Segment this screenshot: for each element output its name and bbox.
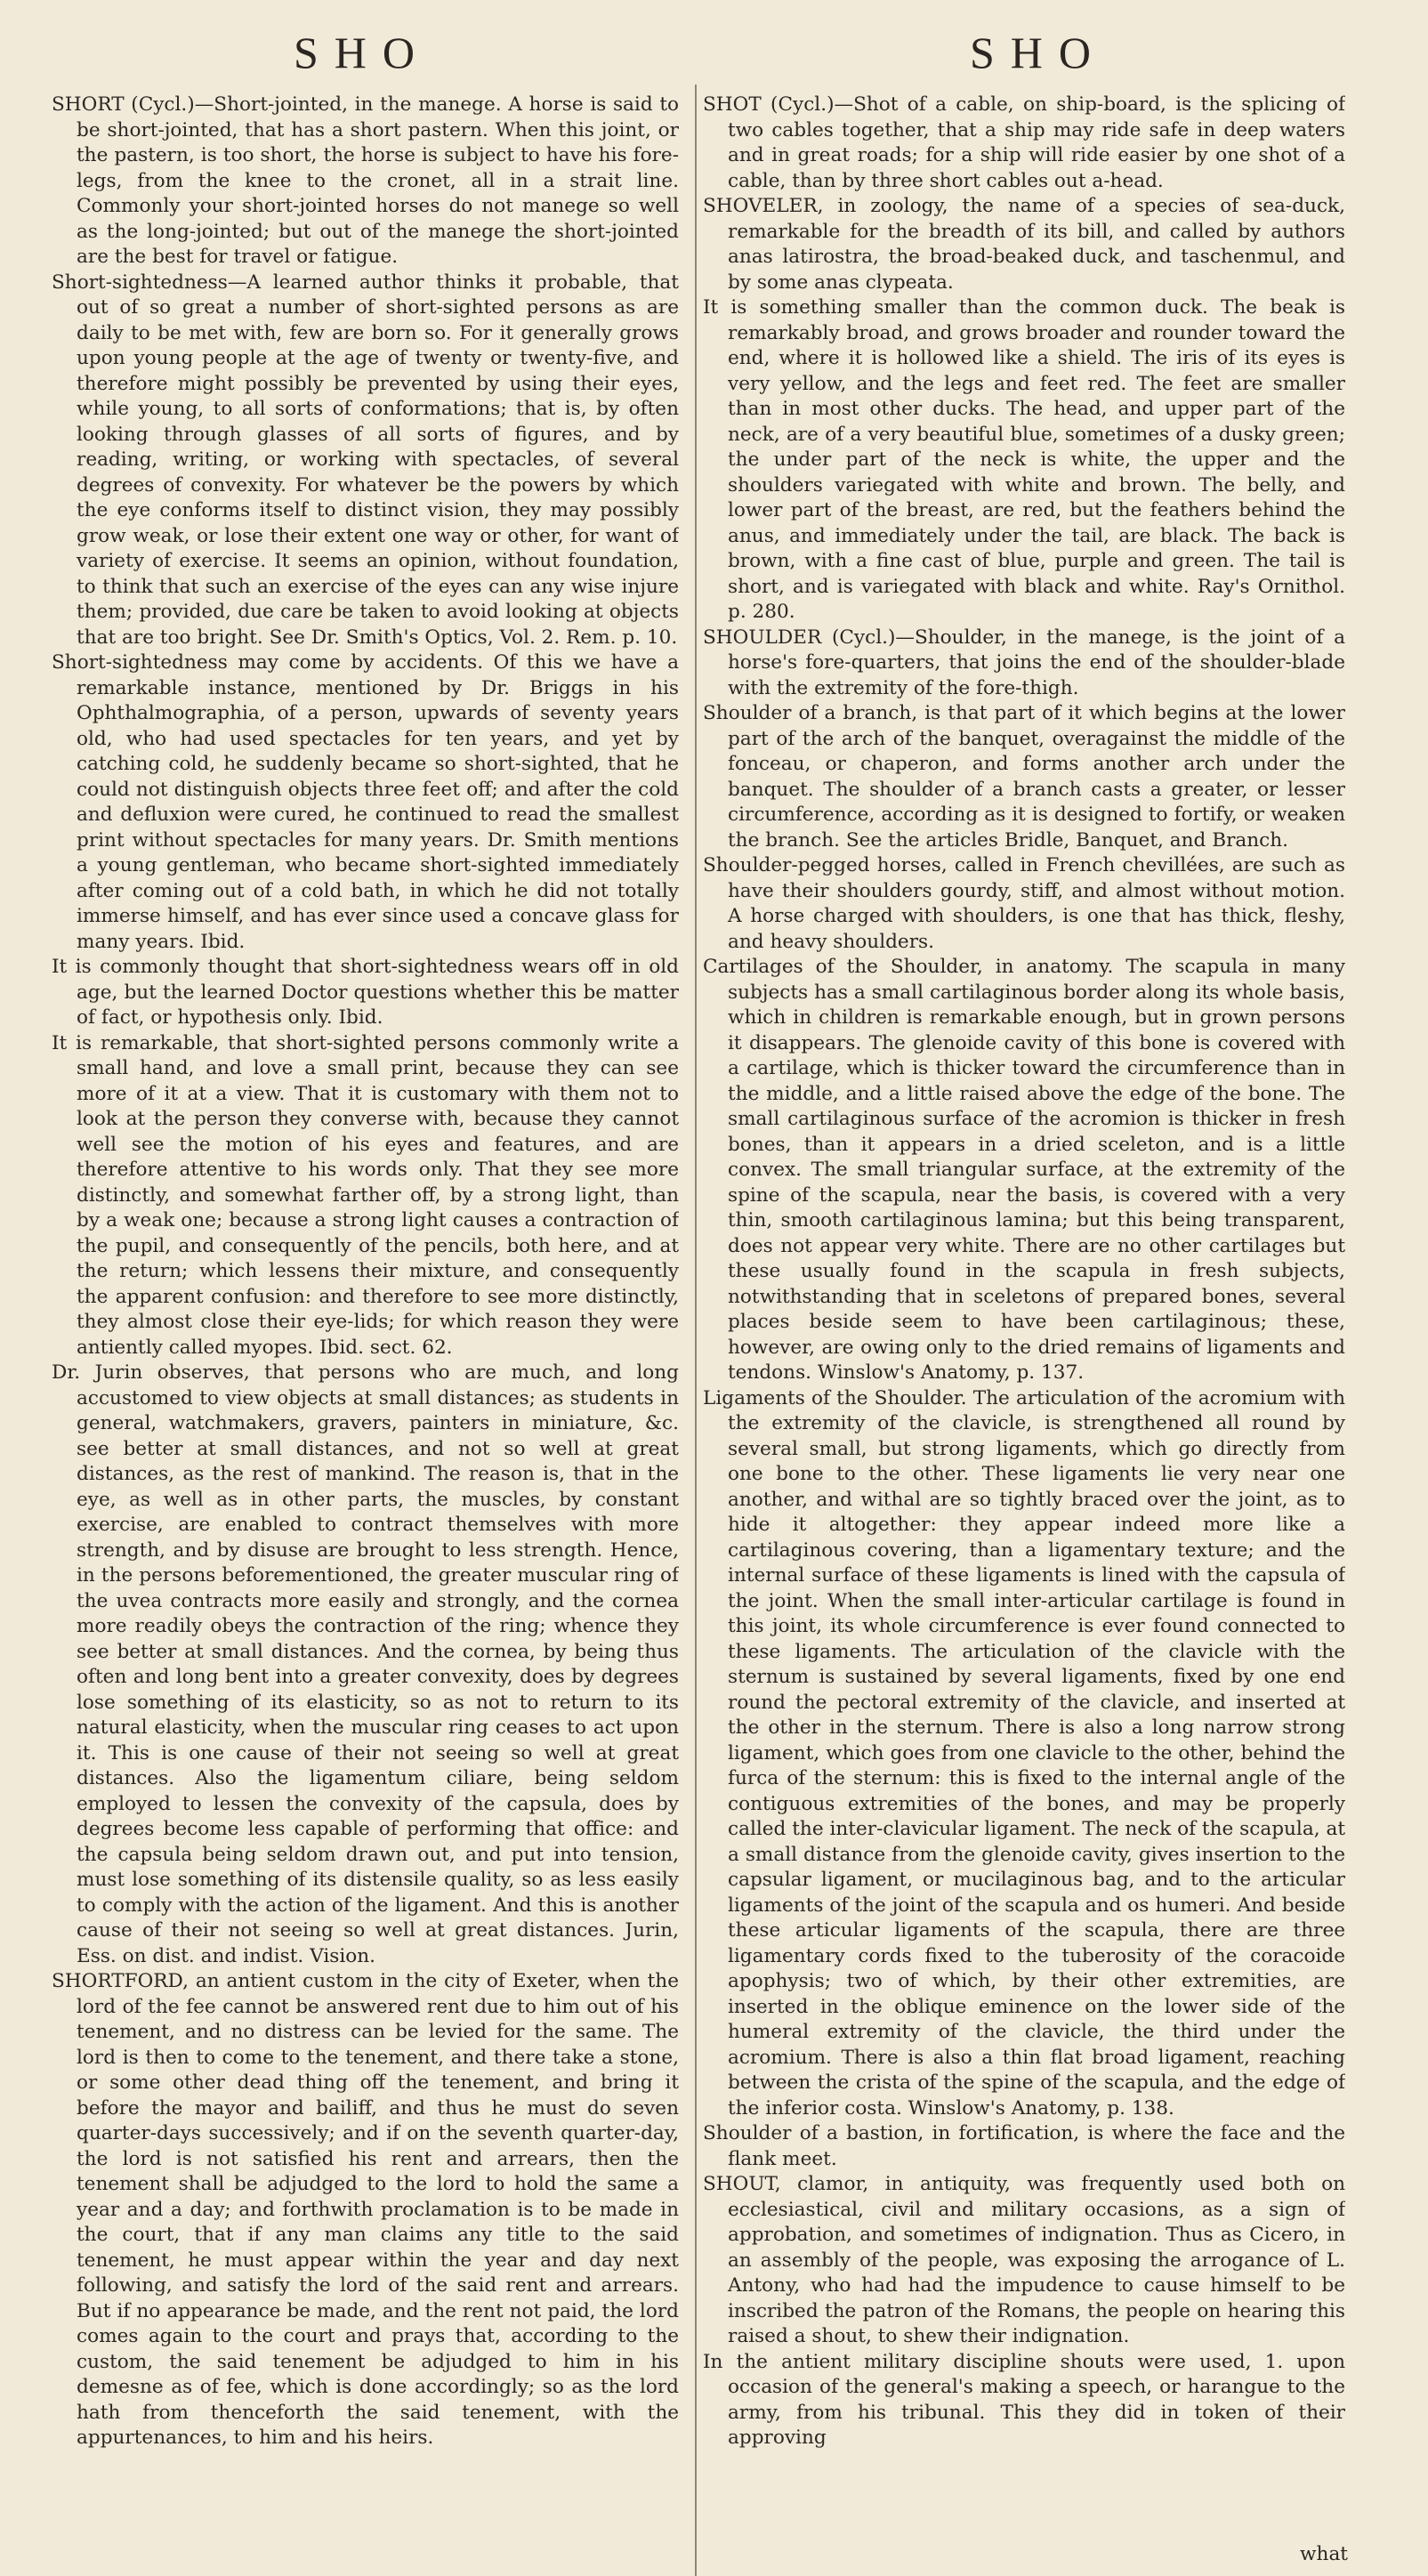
paragraph-short-sightedness-old-age: It is commonly thought that short-sightedness wears off in old age, but the learned Doctor questions whether this be matter of fact, or hypothesis only. Ibid. (52, 956, 679, 1029)
paragraph-shout-military: In the antient military discipline shouts were used, 1. upon occasion of the general's making a speech, or harangue to the army, from his tribunal. This they did in token of their approving (703, 2350, 1345, 2449)
column-divider (695, 85, 697, 2576)
paragraph-shoveler-description: It is something smaller than the common duck. The beak is remarkably broad, and grows broader and rounder toward the end, where it is hollowed like a shield. The iris of its eyes is very yellow, and the legs and feet red. The feet are smaller than in most other ducks. The head, and upper part of the neck, are of a very beautiful blue, sometimes of a dusky green; the under part of the neck is white, the upper and the shoulders variegated with white and brown. The belly, and lower part of the breast, are red, but the feathers behind the anus, and immediately under the tail, are black. The back is brown, with a fine cast of blue, purple and green. The tail is short, and is variegated with black and white. Ray's Ornithol. p. 280. (703, 296, 1345, 623)
running-head-right: SHO (970, 28, 1108, 77)
entry-shot: SHOT (Cycl.)—Shot of a cable, on ship-board, is the splicing of two cables together, that a ship may ride safe in deep waters and in great roads; for a ship will ride easier by one shot of a cable, than by three short cables out a-head. (703, 93, 1345, 192)
paragraph-short-sighted-writing: It is remarkable, that short-sighted persons commonly write a small hand, and love a small print, because they can see more of it at a view. That it is customary with them not to look at the person they converse with, because they cannot well see the motion of his eyes and features, and are therefore attentive to his words only. That they see more distinctly, and somewhat farther off, by a strong light, than by a weak one; because a strong light causes a contraction of the pupil, and consequently of the pencils, both here, and at the return; which lessens their mixture, and consequently the apparent confusion: and therefore to see more distinctly, they almost close their eye-lids; for which reason they were antiently called myopes. Ibid. sect. 62. (52, 1031, 679, 1359)
paragraph-short-sightedness-accidents: Short-sightedness may come by accidents. Of this we have a remarkable instance, mentioned by Dr. Briggs in his Ophthalmographia, of a person, upwards of seventy years old, who had used spectacles for ten years, and yet by catching cold, he suddenly became so short-sighted, that he could not distinguish objects three feet off; and after the cold and defluxion were cured, he continued to read the smallest print without spectacles for many years. Dr. Smith mentions a young gentleman, who became short-sighted immediately after coming out of a cold bath, in which he did not totally immerse himself, and has ever since used a concave glass for many years. Ibid. (52, 651, 679, 953)
paragraph-dr-jurin: Dr. Jurin observes, that persons who are much, and long accustomed to view objects at small distances; as students in general, watchmakers, gravers, painters in miniature, &c. see better at small distances, and not so well at great distances, as the rest of mankind. The reason is, that in the eye, as well as in other parts, the muscles, by constant exercise, are enabled to contract themselves with more strength, and by disuse are brought to less strength. Hence, in the persons beforementioned, the greater muscular ring of the uvea contracts more easily and strongly, and the cornea more readily obeys the contraction of the ring; whence they see better at small distances. And the cornea, by being thus often and long bent into a greater convexity, does by degrees lose something of its elasticity, so as not to return to its natural elasticity, when the muscular ring ceases to act upon it. This is one cause of their not seeing so well at great distances. Also the ligamentum ciliare, being seldom employed to lessen the convexity of the capsula, does by degrees become less capable of performing that office: and the capsula being seldom drawn out, and put into tension, must lose something of its distensile quality, so as less easily to comply with the action of the ligament. And this is another cause of their not seeing so well at great distances. Jurin, Ess. on dist. and indist. Vision. (52, 1361, 679, 1967)
entry-shoulder-of-a-branch: Shoulder of a branch, is that part of it which begins at the lower part of the arch of the banquet, overagainst the middle of the fonceau, or chaperon, and forms another arch under the banquet. The shoulder of a branch casts a greater, or lesser circumference, according as it is designed to fortify, or weaken the branch. See the articles Bridle, Banquet, and Branch. (703, 702, 1345, 852)
right-column (703, 93, 1345, 2566)
entry-shoveler: SHOVELER, in zoology, the name of a species of sea-duck, remarkable for the breadth of its bill, and called by authors anas latirostra, the broad-beaked duck, and taschenmul, and by some anas clypeata. (703, 195, 1345, 294)
entry-shout: SHOUT, clamor, in antiquity, was frequently used both on ecclesiastical, civil and military occasions, as a sign of approbation, and sometimes of indignation. Thus as Cicero, in an assembly of the people, was exposing the arrogance of L. Antony, who had had the impudence to cause himself to be inscribed the patron of the Romans, the people on hearing this raised a shout, to shew their indignation. (703, 2173, 1345, 2347)
entry-short-jointed: SHORT (Cycl.)—Short-jointed, in the manege. A horse is said to be short-jointed, that has a short pastern. When this joint, or the pastern, is too short, the horse is subject to have his fore-legs, from the knee to the cronet, all in a strait line. Commonly your short-jointed horses do not manege so well as the long-jointed; but out of the manege the short-jointed are the best for travel or fatigue. (52, 93, 679, 268)
catchword: what (1300, 2543, 1348, 2565)
entry-ligaments-of-the-shoulder: Ligaments of the Shoulder. The articulation of the acromium with the extremity of the clavicle, is strengthened all round by several small, but strong ligaments, which go directly from one bone to the other. These ligaments lie very near one another, and withal are so tightly braced over the joint, as to hide it altogether: they appear indeed more like a cartilaginous covering, than a ligamentary texture; and the internal surface of these ligaments is lined with the capsula of the joint. When the small inter-articular cartilage is found in this joint, its whole circumference is ever found connected to these ligaments. The articulation of the clavicle with the sternum is sustained by several ligaments, fixed by one end round the pectoral extremity of the clavicle, and inserted at the other in the sternum. There is also a long narrow strong ligament, which goes from one clavicle to the other, behind the furca of the sternum: this is fixed to the internal angle of the contiguous extremities of the bones, and may be properly called the inter-clavicular ligament. The neck of the scapula, at a small distance from the glenoide cavity, gives insertion to the capsular ligament, or mucilaginous bag, and to the articular ligaments of the joint of the scapula and os humeri. And beside these articular ligaments of the scapula, there are three ligamentary cords fixed to the tuberosity of the coracoide apophysis; two of which, by their other extremities, are inserted in the oblique eminence on the lower side of the humeral extremity of the clavicle, the third under the acromium. There is also a thin flat broad ligament, reaching between the crista of the spine of the scapula, and the edge of the inferior costa. Winslow's Anatomy, p. 138. (703, 1386, 1345, 2120)
entry-shortford: SHORTFORD, an antient custom in the city of Exeter, when the lord of the fee cannot be answered rent due to him out of his tenement, and no distress can be levied for the same. The lord is then to come to the tenement, and there take a stone, or some other dead thing off the tenement, and bring it before the mayor and bailiff, and thus he must do seven quarter-days successively; and if on the seventh quarter-day, the lord is not satisfied his rent and arrears, then the tenement shall be adjudged to the lord to hold the same a year and a day; and forthwith proclamation is to be made in the court, that if any man claims any title to the said tenement, he must appear within the year and day next following, and satisfy the lord of the said rent and arrears. But if no appearance be made, and the rent not paid, the lord comes again to the court and prays that, according to the custom, the said tenement be adjudged to him in his demesne as of fee, which is done accordingly; so as the lord hath from thenceforth the said tenement, with the appurtenances, to him and his heirs. (52, 1970, 679, 2449)
entry-cartilages-of-the-shoulder: Cartilages of the Shoulder, in anatomy. The scapula in many subjects has a small cartilaginous border along its whole basis, which in children is remarkable enough, but in grown persons it disappears. The glenoide cavity of this bone is covered with a cartilage, which is thicker toward the circumference than in the middle, and a little raised above the edge of the bone. The small cartilaginous surface of the acromion is thicker in fresh bones, than it appears in a dried sceleton, and is a little convex. The small triangular surface, at the extremity of the spine of the scapula, near the basis, is covered with a very thin, smooth cartilaginous lamina; but this being transparent, does not appear very white. There are no other cartilages but these usually found in the scapula in fresh subjects, notwithstanding that in sceletons of prepared bones, several places beside seem to have been cartilaginous; these, however, are owing only to the dried remains of ligaments and tendons. Winslow's Anatomy, p. 137. (703, 956, 1345, 1384)
entry-shoulder-pegged-horses: Shoulder-pegged horses, called in French chevillées, are such as have their shoulders gourdy, stiff, and almost without motion. A horse charged with shoulders, is one that has thick, fleshy, and heavy shoulders. (703, 854, 1345, 953)
entry-shoulder-of-a-bastion: Shoulder of a bastion, in fortification, is where the face and the flank meet. (703, 2122, 1345, 2170)
entry-shoulder: SHOULDER (Cycl.)—Shoulder, in the manege, is the joint of a horse's fore-quarters, that joins the end of the shoulder-blade with the extremity of the fore-thigh. (703, 626, 1345, 699)
entry-short-sightedness: Short-sightedness—A learned author thinks it probable, that out of so great a number of short-sighted persons as are daily to be met with, few are born so. For it generally grows upon young people at the age of twenty or twenty-five, and therefore might possibly be prevented by using their eyes, while young, to all sorts of conformations; that is, by often looking through glasses of all sorts of figures, and by reading, writing, or working with spectacles, of several degrees of convexity. For whatever be the powers by which the eye conforms itself to distinct vision, they may possibly grow weak, or lose their extent one way or other, for want of variety of exercise. It seems an opinion, without foundation, to think that such an exercise of the eyes can any wise injure them; provided, due care be taken to avoid looking at objects that are too bright. See Dr. Smith's Optics, Vol. 2. Rem. p. 10. (52, 271, 679, 649)
left-column (52, 93, 679, 2566)
running-head-left: SHO (294, 28, 432, 77)
